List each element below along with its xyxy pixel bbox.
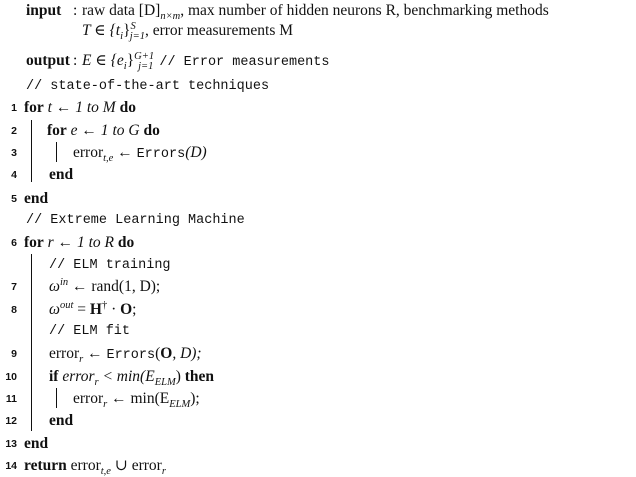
line-number: 2 (11, 125, 17, 137)
comment-extreme-learning-machine: // Extreme Learning Machine (26, 213, 245, 228)
error-var: error (73, 144, 104, 161)
weights-in-assignment (49, 278, 160, 296)
close-paren: ) (175, 368, 181, 385)
dagger-symbol: † (101, 299, 108, 311)
condition-lhs: error (62, 368, 95, 385)
line-number: 3 (11, 147, 17, 159)
line-number: 10 (5, 371, 17, 383)
block-guide-line (31, 120, 32, 182)
elm-subscript: ELM (154, 377, 176, 389)
assign-arrow: ← (83, 345, 107, 362)
line-number: 8 (11, 304, 17, 316)
comment-elm-fit: // ELM fit (49, 324, 131, 339)
omega-superscript: out (59, 299, 74, 311)
end-keyword: end (24, 190, 49, 207)
output-description (82, 52, 329, 72)
errors-function: Errors (136, 147, 186, 162)
open-paren: ( (155, 345, 161, 362)
then-keyword: then (184, 368, 215, 385)
omega-symbol: ω (49, 278, 60, 295)
loop-limit: G (128, 122, 140, 139)
line-number: 6 (11, 237, 17, 249)
input-keyword: input (26, 2, 62, 19)
output-lower: j=1 (138, 61, 154, 73)
line-number: 11 (5, 393, 17, 405)
if-statement (49, 368, 215, 389)
return-statement (24, 457, 166, 475)
benchmark-set: T ∈ {t (82, 22, 121, 39)
loop-variable: e ← 1 (70, 122, 109, 139)
input-dims: n×m (160, 11, 181, 23)
input-benchmarks (82, 20, 294, 43)
error-var: error (73, 390, 104, 407)
block-guide-line (56, 142, 57, 162)
assign-arrow: ← (113, 144, 137, 161)
line-number: 12 (5, 415, 17, 427)
for-statement (24, 234, 134, 252)
output-colon: : (73, 52, 78, 69)
end-keyword: end (49, 412, 74, 429)
output-set: E ∈ {e (82, 52, 124, 69)
do-keyword: do (143, 122, 160, 139)
for-keyword: for (24, 234, 44, 251)
return-subscript-b: r (161, 466, 166, 477)
line-number: 1 (11, 102, 17, 114)
benchmark-index: i (120, 31, 123, 43)
line-number: 7 (11, 281, 17, 293)
output-upper: G+1 (134, 50, 155, 62)
line-number: 5 (11, 193, 17, 205)
benchmark-upper: S (130, 20, 136, 32)
error-subscript: r (79, 354, 84, 366)
benchmark-rest: , error measurements M (144, 22, 294, 39)
do-keyword: do (117, 234, 135, 251)
loop-variable: t ← 1 (47, 99, 83, 116)
block-guide-line (56, 388, 57, 408)
input-raw-data: raw data [D] (82, 2, 161, 19)
do-keyword: do (119, 99, 136, 116)
output-set-close: } (126, 52, 135, 69)
min-call: ← min(E (107, 390, 170, 407)
omega-symbol: ω (49, 301, 60, 318)
close-paren: ); (190, 390, 200, 407)
rand-call: ← rand(1, D); (68, 278, 161, 295)
line-number: 14 (5, 460, 17, 472)
for-statement (24, 99, 136, 117)
line-number: 13 (5, 438, 17, 450)
return-keyword: return (24, 457, 67, 474)
error-var: error (49, 345, 80, 362)
output-index: i (123, 61, 127, 73)
to-keyword: to (88, 234, 101, 251)
error-assignment (73, 144, 207, 164)
function-args: (D) (185, 144, 207, 161)
loop-variable: r ← 1 (47, 234, 85, 251)
union-operator: ∪ error (110, 457, 162, 474)
weights-out-assignment (49, 301, 136, 319)
function-args: , D); (172, 345, 202, 362)
error-subscript: t,e (103, 153, 114, 165)
condition-subscript: r (94, 377, 99, 389)
comment-state-of-the-art: // state-of-the-art techniques (26, 79, 270, 94)
for-keyword: for (24, 99, 44, 116)
elm-subscript: ELM (169, 399, 191, 411)
end-keyword: end (24, 435, 49, 452)
line-number: 9 (11, 348, 17, 360)
comment-elm-training: // ELM training (49, 258, 171, 273)
matrix-h: H (89, 301, 102, 318)
error-assignment (49, 345, 202, 365)
errors-function: Errors (106, 348, 156, 363)
condition-rhs: < min(E (98, 368, 155, 385)
end-keyword: end (49, 166, 74, 183)
matrix-o: O (160, 345, 173, 362)
input-colon: : (73, 2, 78, 19)
block-guide-line (31, 254, 32, 431)
line-number: 4 (11, 169, 17, 181)
error-subscript: r (103, 399, 108, 411)
omega-superscript: in (59, 276, 69, 288)
loop-limit: M (102, 99, 116, 116)
return-error-a: error (70, 457, 101, 474)
return-subscript-a: t,e (100, 466, 111, 477)
equals-sign: = (73, 301, 90, 318)
input-params: , max number of hidden neurons R, benchmarking methods (180, 2, 549, 19)
output-comment: // Error measurements (159, 55, 330, 70)
output-keyword: output (26, 52, 70, 69)
loop-limit: R (104, 234, 114, 251)
for-keyword: for (47, 122, 67, 139)
benchmark-set-close: } (123, 22, 131, 39)
semicolon: ; (132, 301, 137, 318)
to-keyword: to (112, 122, 125, 139)
dot-operator: · (107, 301, 121, 318)
input-description (82, 2, 549, 23)
benchmark-lower: j=1 (129, 31, 145, 43)
error-min-assignment (73, 390, 200, 411)
matrix-o: O (120, 301, 133, 318)
for-statement (47, 122, 160, 140)
if-keyword: if (49, 368, 59, 385)
to-keyword: to (86, 99, 99, 116)
